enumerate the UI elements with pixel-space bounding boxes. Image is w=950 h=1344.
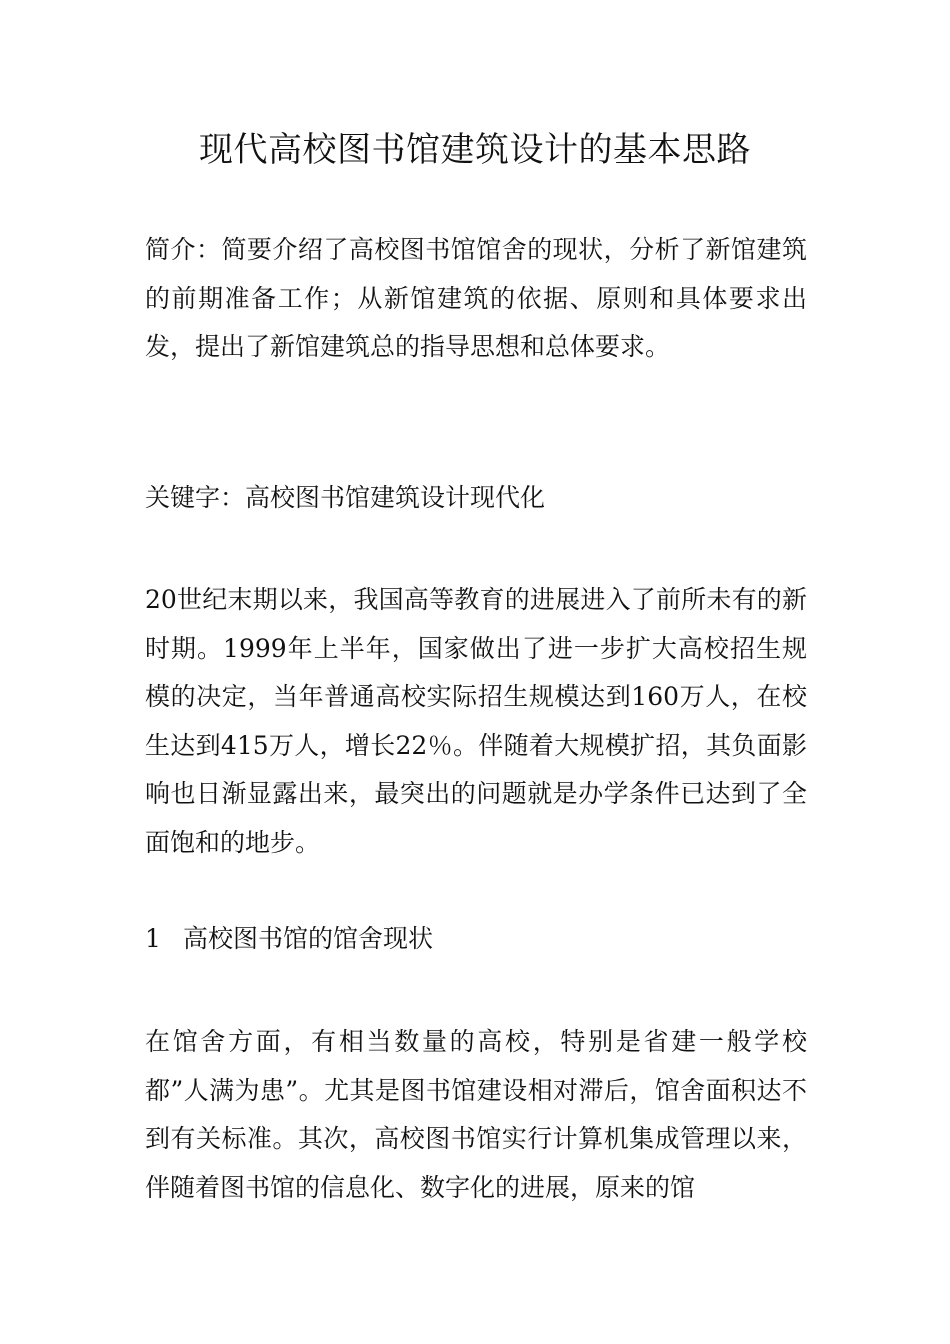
section-heading (145, 915, 807, 964)
keywords-line: 关键字：高校图书馆建筑设计现代化 (145, 483, 546, 512)
section-title: 高校图书馆的馆舍现状 (183, 924, 434, 953)
intro-paragraph: 简介：简要介绍了高校图书馆馆舍的现状，分析了新馆建筑的前期准备工作；从新馆建筑的依据、原则和具体要求出发，提出了新馆建筑总的指导思想和总体要求。 (145, 235, 807, 361)
document-title: 现代高校图书馆建筑设计的基本思路 (199, 130, 751, 170)
section-number: 1 (145, 924, 161, 953)
body-paragraph-2: 在馆舍方面，有相当数量的高校，特别是省建一般学校都”人满为患”。尤其是图书馆建设相对滞后，馆舍面积达不到有关标准。其次，高校图书馆实行计算机集成管理以来，伴随着图书馆的信息化、数字化的进展，原来的馆 (145, 1027, 807, 1202)
body-paragraph-1: 20世纪末期以来，我国高等教育的进展进入了前所未有的新时期。1999年上半年，国家做出了进一步扩大高校招生规模的决定，当年普通高校实际招生规模达到160万人，在校生达到415万人，增长22％。伴随着大规模扩招，其负面影响也日渐显露出来，最突出的问题就是办学条件已达到了全面饱和的地步。 (145, 585, 807, 857)
